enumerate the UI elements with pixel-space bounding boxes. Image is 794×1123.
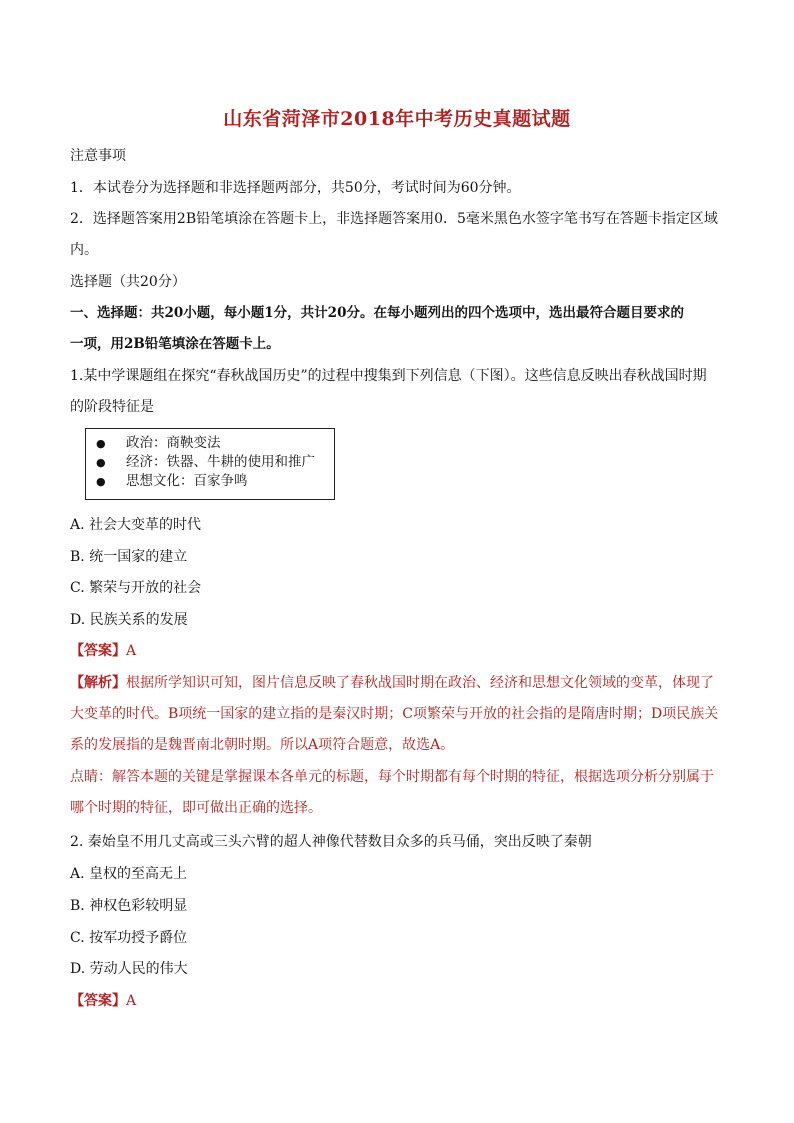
- q2-stem: 2. 秦始皇不用几丈高或三头六臂的超人神像代替数目众多的兵马俑，突出反映了秦朝: [70, 834, 592, 850]
- section-heading: 选择题（共20分）: [70, 274, 186, 290]
- q1-tip-line-1: 点睛：解答本题的关键是掌握课本各单元的标题，每个时期都有每个时期的特征，根据选项分析分别属于: [70, 769, 714, 785]
- bullet-icon: ●: [96, 475, 106, 488]
- q1-info-box: [85, 428, 335, 500]
- notice-item-1: 1．本试卷分为选择题和非选择题两部分，共50分，考试时间为60分钟。: [70, 180, 521, 196]
- bullet-icon: ●: [96, 456, 106, 469]
- q1-info-item: ● 政治：商鞅变法: [96, 435, 221, 451]
- q2-option-a: A. 皇权的至高无上: [70, 866, 188, 882]
- notice-item-2-line-2: 内。: [70, 242, 98, 258]
- notice-heading: 注意事项: [70, 148, 126, 164]
- q1-analysis-line-3: 系的发展指的是魏晋南北朝时期。所以A项符合题意，故选A。: [70, 737, 455, 753]
- answer-label: 【答案】: [70, 993, 126, 1009]
- section-instruction-line-2: 一项，用2B铅笔填涂在答题卡上。: [70, 336, 280, 352]
- notice-item-2-line-1: 2．选择题答案用2B铅笔填涂在答题卡上，非选择题答案用0．5毫米黑色水签字笔书写在答题卡指定区域: [70, 211, 718, 227]
- q2-option-c: C. 按军功授予爵位: [70, 930, 188, 946]
- document-title: 山东省菏泽市2018年中考历史真题试题: [223, 108, 571, 130]
- bullet-icon: ●: [96, 437, 106, 450]
- q2-option-d: D. 劳动人民的伟大: [70, 961, 188, 977]
- answer-label: 【答案】: [70, 643, 126, 659]
- q1-option-b: B. 统一国家的建立: [70, 549, 188, 565]
- answer-value: A: [126, 643, 137, 659]
- q2-answer: [70, 991, 730, 1011]
- q1-tip-line-2: 哪个时期的特征，即可做出正确的选择。: [70, 800, 322, 816]
- q1-info-item: ● 经济：铁器、牛耕的使用和推广: [96, 454, 315, 470]
- q2-option-b: B. 神权色彩较明显: [70, 898, 188, 914]
- analysis-label: 【解析】: [70, 675, 126, 691]
- section-instruction-line-1: 一、选择题：共20小题，每小题1分，共计20分。在每小题列出的四个选项中，选出最符合题目要求的: [70, 305, 684, 321]
- q1-info-item: ● 思想文化：百家争鸣: [96, 473, 248, 489]
- q1-option-c: C. 繁荣与开放的社会: [70, 580, 202, 596]
- q1-analysis-line-1: 【解析】根据所学知识可知，图片信息反映了春秋战国时期在政治、经济和思想文化领域的变革，体现了: [70, 675, 714, 691]
- q1-option-a: A. 社会大变革的时代: [70, 517, 202, 533]
- q1-stem-line-2: 的阶段特征是: [70, 399, 154, 415]
- answer-value: A: [126, 993, 137, 1009]
- q1-analysis-line-2: 大变革的时代。B项统一国家的建立指的是秦汉时期；C项繁荣与开放的社会指的是隋唐时期；D项民族关: [70, 706, 719, 722]
- q1-stem-line-1: 1.某中学课题组在探究“春秋战国历史”的过程中搜集到下列信息（下图）。这些信息反映出春秋战国时期: [70, 368, 707, 384]
- q1-answer: [70, 641, 730, 661]
- q1-option-d: D. 民族关系的发展: [70, 612, 188, 628]
